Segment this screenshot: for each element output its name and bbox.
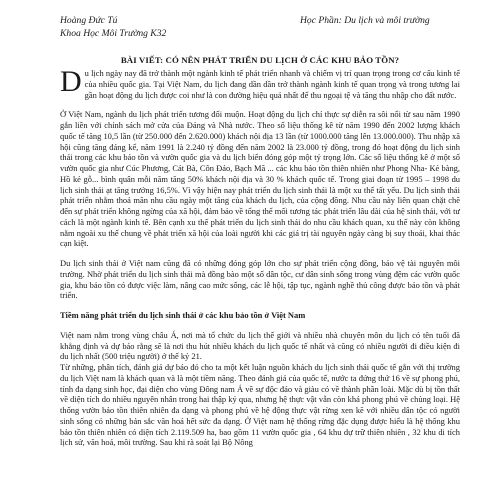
section-paragraph-2: Từ những, phân tích, đánh giá dự báo đó cho ta một kết luận nguồn khách du lịch sinh thái quốc tế gắn với thị trường du lịch Việt nam là khách quan và là một tiềm năng. Theo đánh giá của quốc tế, nước ta đứng thứ 16 về sự phong phú, tính đa dạng sinh học, đại diện cho vùng Đông nam Á về sự độc đáo và giàu có về thành phần loài. Mặc dù bị tồn thất về diện tích do nhiều nguyên nhân trong hai thập kỷ qua, nhưng hệ thực vật vẫn còn khá phong phú về chủng loại. Hệ thống vườn bảo tồn thiên nhiên đa dạng và phong phú về hệ động thực vật rừng xen kẽ với nhiều dân tộc có người sinh sống có những bản sắc văn hoá hết sức đa dạng. Ở Việt nam hệ thống rừng đặc dụng được hiểu là hệ thống khu bảo tồn thiên nhiên có diện tích 2.119.509 ha, bao gồm 11 vườn quốc gia , 64 khu dự trữ thiên nhiên , 32 khu di tích lịch sử, văn hoá, môi trường. Sau khi rà soát lại Bộ Nông <box>60 362 460 448</box>
drop-cap: D <box>60 65 82 98</box>
paragraph-community: Du lịch sinh thái ở Việt nam cũng đã có những đóng góp lớn cho sự phát triển cộng đồng, bảo vệ tài nguyên môi trường. Nhờ phát triển du lịch sinh thái mà đồng bào một số dân tộc, cư dân sinh sống trong vùng đệm các vườn quốc gia, khu bảo tồn có được việc làm, nâng cao mức sống, các lễ hội, tập tục, ngành nghề thủ công được bảo tồn và phát triển. <box>60 258 460 301</box>
paragraph-history: Ở Việt Nam, ngành du lịch phát triển tương đối muộn. Hoạt động du lịch chỉ thực sự diễn ra sôi nổi từ sau năm 1990 gắn liền với chính sách mở cửa của Đảng và Nhà nước. Theo số liệu thống kê từ năm 1990 đến 2002 lượng khách quốc tế tăng 10,5 lần (từ 250.000 đến 2.620.000) khách nội địa 13 lần (từ 1000.000 tăng lên 13.000.000). Thu nhập xã hội cũng tăng đáng kể, năm 1991 là 2.240 tỷ đồng đến năm 2002 là 23.000 tỷ đồng, trong đó hoạt động du lịch sinh thái trong các khu bảo tồn và vườn quốc gia và du lịch biển đóng góp một tỷ trọng lớn. Các số liệu thống kê ở một số vườn quốc gia như Cúc Phương, Cát Bà, Côn Đảo, Bạch Mã ... các khu bảo tồn thiên nhiên như Phong Nha- Kẻ bàng, Hồ kẻ gỗ... bình quân mỗi năm tăng 50% khách nội địa và 30 % khách quốc tế. Trong giai đoạn từ 1995 – 1998 du lịch sinh thái ạt tăng trưởng 16,5%. Vì vậy hiện nay phát triển du lịch sinh thái là một xu thế tất yếu. Du lịch sinh thái phát triển nhằm thoả mãn nhu cầu ngày một tăng của khách du lịch, của cộng đồng. Nhu cầu này liên quan chặt chẽ đến sự phát triển không ngừng của xã hội, đảm bảo về tổng thể mối tương tác phát triển lâu dài của hệ sinh thái, với tư cách là một ngành kinh tế. Bên cạnh xu thế phát triển du lịch sinh thái do nhu cầu khách quan, xu thế này còn không nằm ngoài xu thế chung về phát triển xã hội của loài người khi các giá trị tài nguyên ngày càng bị suy thoái, khai thác cạn kiệt. <box>60 109 460 249</box>
header-left <box>60 14 166 40</box>
document-body <box>60 65 460 457</box>
document-title: BÀI VIẾT: CÓ NÊN PHÁT TRIỂN DU LỊCH Ở CÁC KHU BẢO TỒN? <box>120 55 400 65</box>
intro-paragraph <box>60 65 460 100</box>
section-heading: Tiềm năng phát triển du lịch sinh thái ở các khu bảo tồn ở Việt Nam <box>60 310 306 320</box>
intro-text: u lịch ngày nay đã trở thành một ngành kinh tế phát triển nhanh và chiếm vị trí quan trọng trong cơ cấu kinh tế của nhiều quốc gia. Tại Việt Nam, du lịch đang dần dần trở thành ngành kinh tế quan trọng và trong tương lai gần hoạt động du lịch được coi như là con đường hiệu quả nhất để thu ngoại tệ và tăng thu nhập cho đất nước. <box>84 68 460 100</box>
faculty-name: Khoa Học Môi Trường K32 <box>60 28 167 39</box>
page-header <box>60 14 460 44</box>
author-name: Hoàng Đức Tú <box>60 15 118 26</box>
section-paragraph-1: Việt nam nằm trong vùng châu Á, nơi mà tổ chức du lịch thế giới và nhiều nhà chuyên môn du lịch có tên tuổi đã khẳng định và dự báo rằng sẽ là nơi thu hút nhiều khách du lịch quốc tế nhất và cũng có nhiều người đi điều kiện đi du lịch nhất (500 triệu người) ở thế kỷ 21. <box>60 329 460 362</box>
course-name: Học Phần: Du lịch và môi trường <box>300 15 430 26</box>
